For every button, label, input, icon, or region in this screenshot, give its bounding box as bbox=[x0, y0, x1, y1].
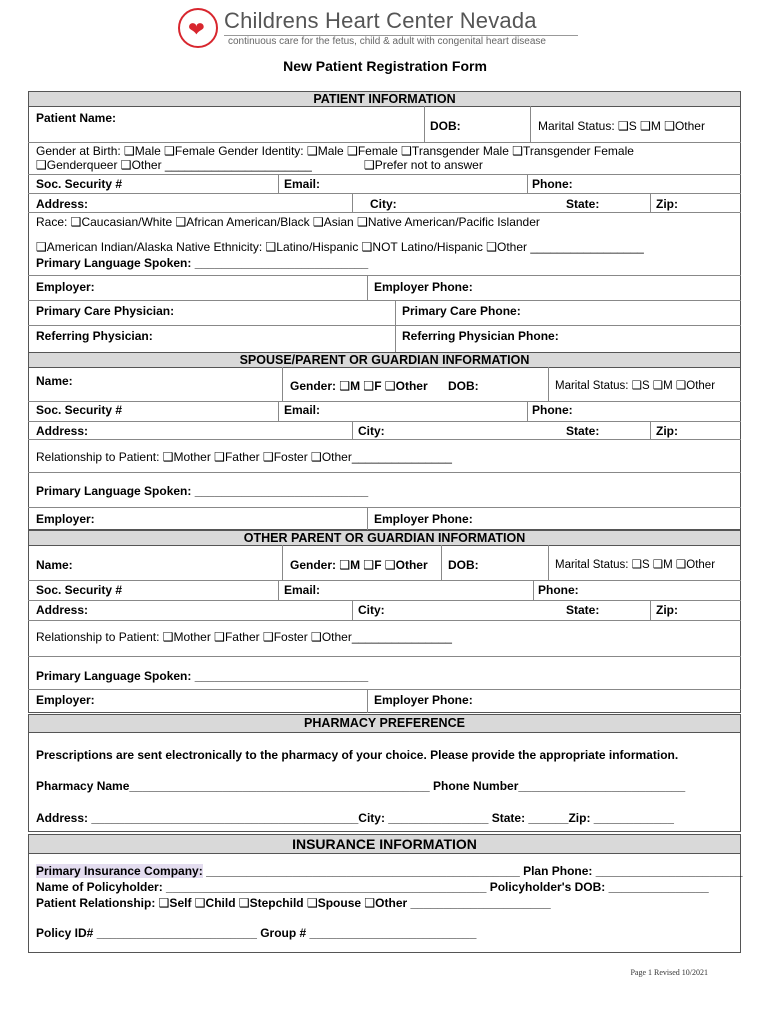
section-patient-header: PATIENT INFORMATION bbox=[28, 91, 741, 107]
prefer-not-answer-checkbox[interactable]: ❑Prefer not to answer bbox=[364, 158, 483, 172]
other-parent-relationship-options[interactable]: Relationship to Patient: ❑Mother ❑Father ❑Foster ❑Other_______________ bbox=[36, 630, 452, 644]
spouse-employer-field[interactable]: Employer: bbox=[36, 512, 95, 526]
logo-header bbox=[178, 8, 598, 54]
spouse-language-field[interactable]: Primary Language Spoken: __________________________ bbox=[36, 484, 369, 498]
pcp-phone-field[interactable]: Primary Care Phone: bbox=[402, 304, 521, 318]
patient-ethnicity-options[interactable]: ❑American Indian/Alaska Native Ethnicity: ❑Latino/Hispanic ❑NOT Latino/Hispanic ❑Other _________________ bbox=[36, 240, 644, 254]
section-spouse-header: SPOUSE/PARENT OR GUARDIAN INFORMATION bbox=[28, 352, 741, 368]
spouse-city-field[interactable]: City: bbox=[358, 424, 385, 438]
patient-city-field[interactable]: City: bbox=[370, 197, 397, 211]
other-parent-dob-field[interactable]: DOB: bbox=[448, 558, 479, 572]
spouse-email-field[interactable]: Email: bbox=[284, 403, 321, 417]
insurance-company-row[interactable] bbox=[36, 864, 743, 878]
patient-gender-options[interactable]: Gender at Birth: ❑Male ❑Female Gender Identity: ❑Male ❑Female ❑Transgender Male ❑Transgender Female bbox=[36, 144, 634, 158]
other-parent-name-field[interactable]: Name: bbox=[36, 558, 73, 572]
patient-race-options[interactable]: Race: ❑Caucasian/White ❑African American/Black ❑Asian ❑Native American/Pacific Islander bbox=[36, 215, 540, 229]
patient-name-field[interactable]: Patient Name: bbox=[36, 111, 117, 125]
other-parent-city-field[interactable]: City: bbox=[358, 603, 385, 617]
policy-group-field[interactable]: Policy ID# ________________________ Group # _________________________ bbox=[36, 926, 477, 940]
other-parent-address-field[interactable]: Address: bbox=[36, 603, 89, 617]
spouse-employer-phone-field[interactable]: Employer Phone: bbox=[374, 512, 473, 526]
spouse-name-field[interactable]: Name: bbox=[36, 374, 73, 388]
pharmacy-address-field[interactable]: Address: ________________________________________City: _______________ State: ______Zip: ____________ bbox=[36, 811, 674, 825]
patient-state-field[interactable]: State: bbox=[566, 197, 600, 211]
pharmacy-note: Prescriptions are sent electronically to the pharmacy of your choice. Please provide the appropriate information. bbox=[36, 748, 679, 762]
other-parent-gender-options[interactable]: Gender: ❑M ❑F ❑Other bbox=[290, 558, 428, 572]
other-parent-employer-field[interactable]: Employer: bbox=[36, 693, 95, 707]
patient-address-field[interactable]: Address: bbox=[36, 197, 89, 211]
patient-language-field[interactable]: Primary Language Spoken: __________________________ bbox=[36, 256, 369, 270]
patient-marital-status[interactable]: Marital Status: ❑S ❑M ❑Other bbox=[538, 119, 705, 133]
spouse-state-field[interactable]: State: bbox=[566, 424, 600, 438]
other-parent-phone-field[interactable]: Phone: bbox=[538, 583, 579, 597]
page-footer: Page 1 Revised 10/2021 bbox=[630, 968, 708, 977]
spouse-marital-status[interactable]: Marital Status: ❑S ❑M ❑Other bbox=[555, 380, 716, 392]
other-parent-marital-status[interactable]: Marital Status: ❑S ❑M ❑Other bbox=[555, 559, 716, 571]
patient-employer-phone-field[interactable]: Employer Phone: bbox=[374, 280, 473, 294]
patient-employer-field[interactable]: Employer: bbox=[36, 280, 95, 294]
patient-ssn-field[interactable]: Soc. Security # bbox=[36, 177, 123, 191]
other-parent-state-field[interactable]: State: bbox=[566, 603, 600, 617]
spouse-relationship-options[interactable]: Relationship to Patient: ❑Mother ❑Father ❑Foster ❑Other_______________ bbox=[36, 450, 452, 464]
referring-physician-field[interactable]: Referring Physician: bbox=[36, 329, 153, 343]
patient-relationship-options[interactable]: Patient Relationship: ❑Self ❑Child ❑Stepchild ❑Spouse ❑Other _____________________ bbox=[36, 896, 551, 910]
brand-name: Childrens Heart Center Nevada bbox=[224, 8, 537, 33]
patient-dob-field[interactable]: DOB: bbox=[430, 119, 461, 133]
patient-email-field[interactable]: Email: bbox=[284, 177, 321, 191]
pcp-field[interactable]: Primary Care Physician: bbox=[36, 304, 175, 318]
section-pharmacy-header: PHARMACY PREFERENCE bbox=[28, 714, 741, 733]
patient-phone-field[interactable]: Phone: bbox=[532, 177, 573, 191]
spouse-gender-options[interactable]: Gender: ❑M ❑F ❑Other bbox=[290, 379, 428, 393]
other-parent-ssn-field[interactable]: Soc. Security # bbox=[36, 583, 123, 597]
other-parent-zip-field[interactable]: Zip: bbox=[656, 603, 678, 617]
spouse-phone-field[interactable]: Phone: bbox=[532, 403, 573, 417]
spouse-address-field[interactable]: Address: bbox=[36, 424, 89, 438]
spouse-ssn-field[interactable]: Soc. Security # bbox=[36, 403, 123, 417]
insurance-company-label: Primary Insurance Company: bbox=[36, 864, 203, 878]
heart-logo-icon: ❤ bbox=[178, 8, 218, 48]
tagline: continuous care for the fetus, child & adult with congenital heart disease bbox=[228, 36, 546, 47]
other-parent-email-field[interactable]: Email: bbox=[284, 583, 321, 597]
section-insurance-header: INSURANCE INFORMATION bbox=[28, 834, 741, 854]
form-title: New Patient Registration Form bbox=[283, 58, 487, 74]
spouse-dob-field[interactable]: DOB: bbox=[448, 379, 479, 393]
pharmacy-name-phone-field[interactable]: Pharmacy Name_____________________________________________ Phone Number_________________________ bbox=[36, 779, 686, 793]
other-parent-employer-phone-field[interactable]: Employer Phone: bbox=[374, 693, 473, 707]
patient-zip-field[interactable]: Zip: bbox=[656, 197, 678, 211]
insurance-company-blank[interactable]: _______________________________________________ Plan Phone: ______________________ bbox=[202, 864, 743, 878]
spouse-zip-field[interactable]: Zip: bbox=[656, 424, 678, 438]
patient-gender-options-2[interactable]: ❑Genderqueer ❑Other ______________________ bbox=[36, 158, 312, 172]
section-other-parent-header: OTHER PARENT OR GUARDIAN INFORMATION bbox=[28, 530, 741, 546]
policyholder-field[interactable]: Name of Policyholder: ________________________________________________ Policyholder's DOB: _______________ bbox=[36, 880, 709, 894]
other-parent-language-field[interactable]: Primary Language Spoken: __________________________ bbox=[36, 669, 369, 683]
referring-phone-field[interactable]: Referring Physician Phone: bbox=[402, 329, 559, 343]
